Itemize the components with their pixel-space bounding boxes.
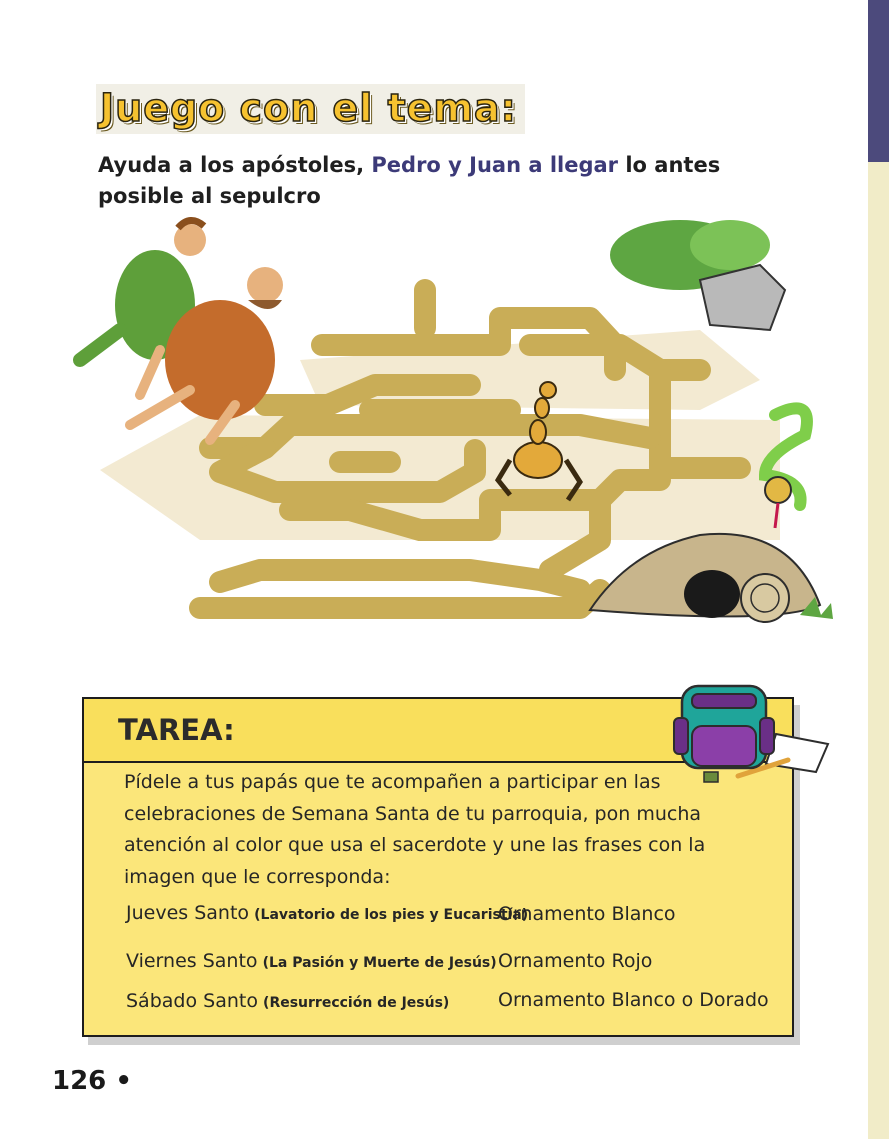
day-name: Sábado Santo (126, 990, 258, 1012)
page-number: 126 • (52, 1066, 132, 1096)
tarea-instructions: Pídele a tus papás que te acompañen a participar en las celebraciones de Semana Santa de tu parroquia, pon mucha atención al color que usa el sacerdote y une las frases con la imagen que le corresponda: (124, 771, 706, 888)
day-row-jueves[interactable] (126, 902, 528, 924)
intro-text-part1: Ayuda a los apóstoles, (98, 153, 372, 177)
day-description: (La Pasión y Muerte de Jesús) (262, 955, 497, 971)
day-description: (Resurrección de Jesús) (263, 995, 450, 1011)
intro-highlight: Pedro y Juan a llegar (371, 153, 619, 177)
day-row-viernes[interactable] (126, 950, 497, 972)
apostles-running (80, 220, 283, 440)
backpack-illustration (668, 672, 838, 787)
page-number-value: 126 (52, 1066, 107, 1096)
bush-and-rock (610, 220, 785, 330)
ornament-option-blanco-dorado[interactable]: Ornamento Blanco o Dorado (498, 989, 769, 1011)
maze-illustration (60, 210, 850, 670)
page-title: Juego con el tema: (96, 84, 525, 134)
day-name: Viernes Santo (126, 950, 258, 972)
side-strip (868, 0, 889, 1139)
day-row-sabado[interactable] (126, 990, 449, 1012)
ornament-option-blanco[interactable]: Ornamento Blanco (498, 903, 676, 925)
day-description: (Lavatorio de los pies y Eucaristía) (254, 907, 529, 923)
intro-text (98, 150, 738, 212)
side-tab (868, 0, 889, 162)
tarea-title: TAREA: (118, 713, 235, 747)
ornament-option-rojo[interactable]: Ornamento Rojo (498, 950, 653, 972)
tomb-illustration (590, 534, 833, 622)
intro-text-part2: lo antes posible al sepulcro (98, 153, 721, 208)
day-name: Jueves Santo (126, 902, 250, 924)
